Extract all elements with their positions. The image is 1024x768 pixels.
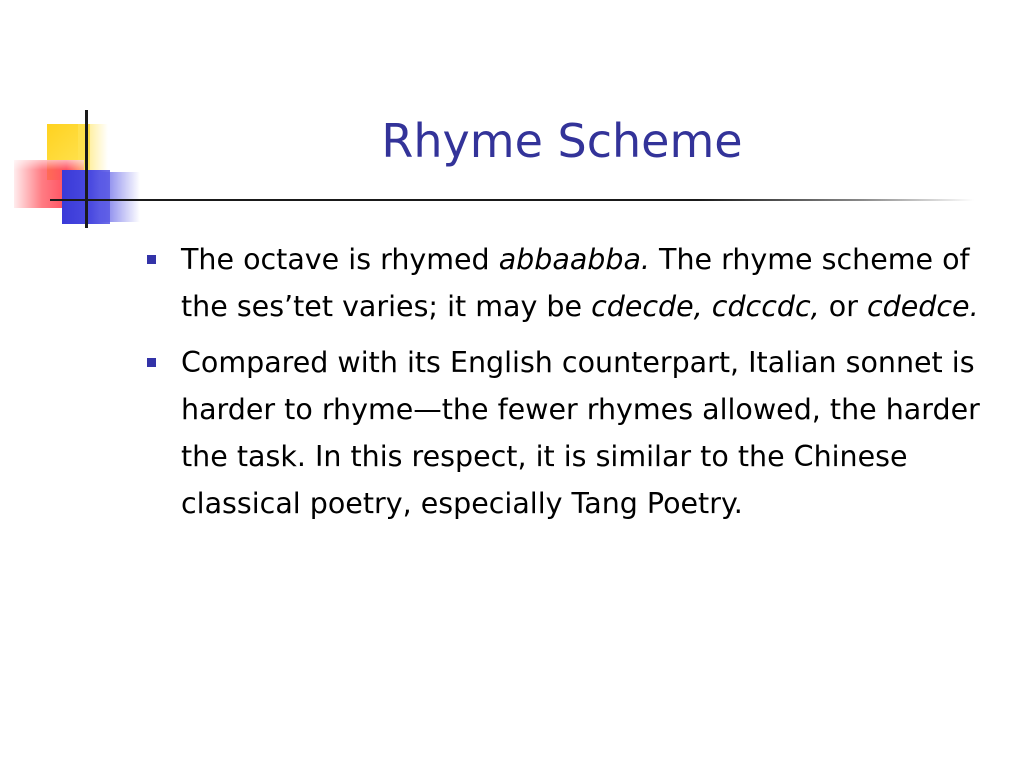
rhyme-pattern-sestet: cdecde, cdccdc, <box>591 290 820 323</box>
slide-title: Rhyme Scheme <box>381 114 743 168</box>
bullet-item <box>142 339 1002 527</box>
red-highlight-decoration <box>14 160 84 170</box>
square-bullet-icon <box>147 255 156 264</box>
bullet-text: Compared with its English counterpart, Italian sonnet is harder to rhyme—the fewer rhymes allowed, the harder the task. In this respect, it is similar to the Chinese classical poetry, especially Tang Poetry. <box>181 346 980 520</box>
rhyme-pattern-octave: abbaabba. <box>498 243 650 276</box>
title-underline-rule <box>50 199 974 201</box>
bullet-item <box>142 236 1002 330</box>
blue-fade-decoration <box>100 172 140 222</box>
square-bullet-icon <box>147 358 156 367</box>
bullet-text: The rhyme scheme of the ses’tet varies; it may be <box>181 243 970 323</box>
bullet-list <box>142 236 1002 536</box>
rhyme-pattern-sestet-alt: cdedce. <box>867 290 979 323</box>
bullet-text: The octave is rhymed <box>181 243 499 276</box>
bullet-text: or <box>819 290 867 323</box>
vertical-rule <box>85 110 88 228</box>
